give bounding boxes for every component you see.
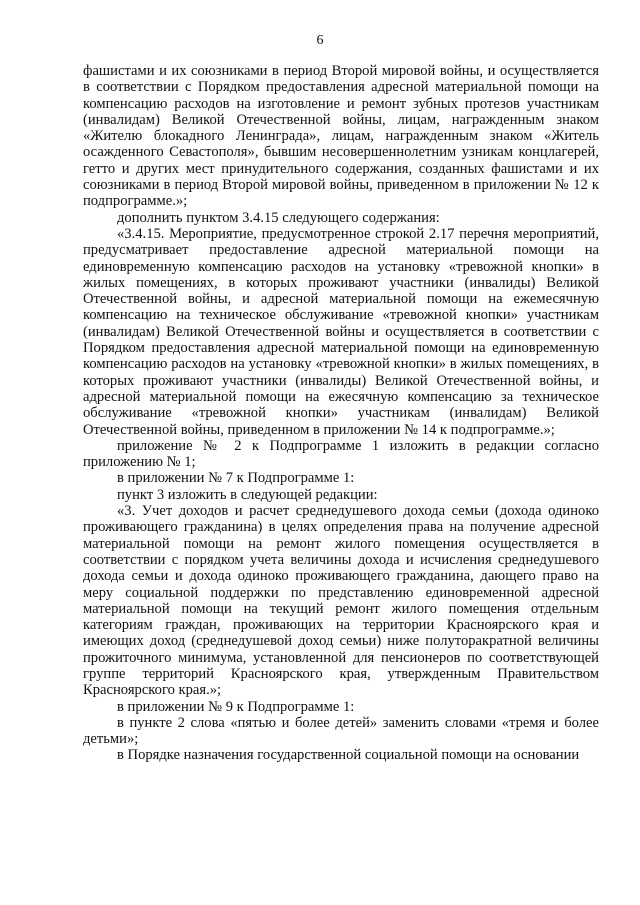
- paragraph-clause-3-4-15: «3.4.15. Мероприятие, предусмотренное строкой 2.17 перечня мероприятий, предусматривает предоставление адресной материальной помощи на единовременную компенсацию расходов на установку «тревожной кнопки» в жилых помещениях, в которых проживают участники (инвалиды) Великой Отечественной войны, и адресной материальной помощи на ежемесячную компенсацию на техническое обслуживание «тревожной кнопки» участникам (инвалидам) Великой Отечественной войны и осуществляется в соответствии с Порядком предоставления адресной материальной помощи на единовременную компенсацию расходов на установку «тревожной кнопки» в жилых помещениях, в которых проживают участники (инвалиды) Великой Отечественной войны, и адресной материальной помощи на ежесячную компенсацию за техническое обслуживание «тревожной кнопки» участникам (инвалидам) Великой Отечественной войны, приведенном в приложении № 14 к подпрограмме.»;: [83, 225, 599, 438]
- paragraph-procedure: в Порядке назначения государственной социальной помощи на основании: [117, 747, 580, 764]
- paragraph-continuation: фашистами и их союзниками в период Второй мировой войны, и осуществляется в соответствии с Порядком предоставления адресной материальной помощи на компенсацию расходов на изготовление и ремонт зубных протезов участникам (инвалидам) Великой Отечественной войны, лицам, награжденным знаком «Жителю блокадного Ленинграда», лицам, награжденным знаком «Житель осажденного Севастополя», бывшим несовершеннолетним узникам концлагерей, гетто и других мест принудительного содержания, созданных фашистами и их союзниками в период Второй мировой войны, приведенном в приложении № 12 к подпрограмме.»;: [83, 63, 599, 210]
- document-body: [83, 63, 599, 764]
- page-number: 6: [316, 33, 324, 48]
- paragraph-appendix-2: приложение № 2 к Подпрограмме 1 изложить в редакции согласно приложению № 1;: [83, 437, 599, 471]
- paragraph-add-clause: дополнить пунктом 3.4.15 следующего содержания:: [117, 209, 440, 226]
- paragraph-point-3: пункт 3 изложить в следующей редакции:: [117, 486, 378, 503]
- paragraph-appendix-7: в приложении № 7 к Подпрограмме 1:: [117, 470, 355, 487]
- paragraph-income-calculation: «3. Учет доходов и расчет среднедушевого дохода семьи (дохода одиноко проживающего гражданина) в целях определения права на получение адресной материальной помощи на ремонт жилого помещения осуществляется в соответствии с порядком учета величины дохода и исчисления среднедушевого дохода семьи и дохода одиноко проживающего гражданина, дающего право на меру социальной поддержки по представлению единовременной адресной материальной помощи на текущий ремонт жилого помещения отдельным категориям граждан, проживающих на территории Красноярского края и имеющих доход (среднедушевой доход семьи) ниже полуторакратной величины прожиточного минимума, установленной для пенсионеров по соответствующей группе территорий Красноярского края, утвержденным Правительством Красноярского края.»;: [83, 503, 599, 699]
- paragraph-appendix-9: в приложении № 9 к Подпрограмме 1:: [117, 698, 355, 715]
- paragraph-point-2-replacement: в пункте 2 слова «пятью и более детей» заменить словами «тремя и более детьми»;: [83, 714, 599, 748]
